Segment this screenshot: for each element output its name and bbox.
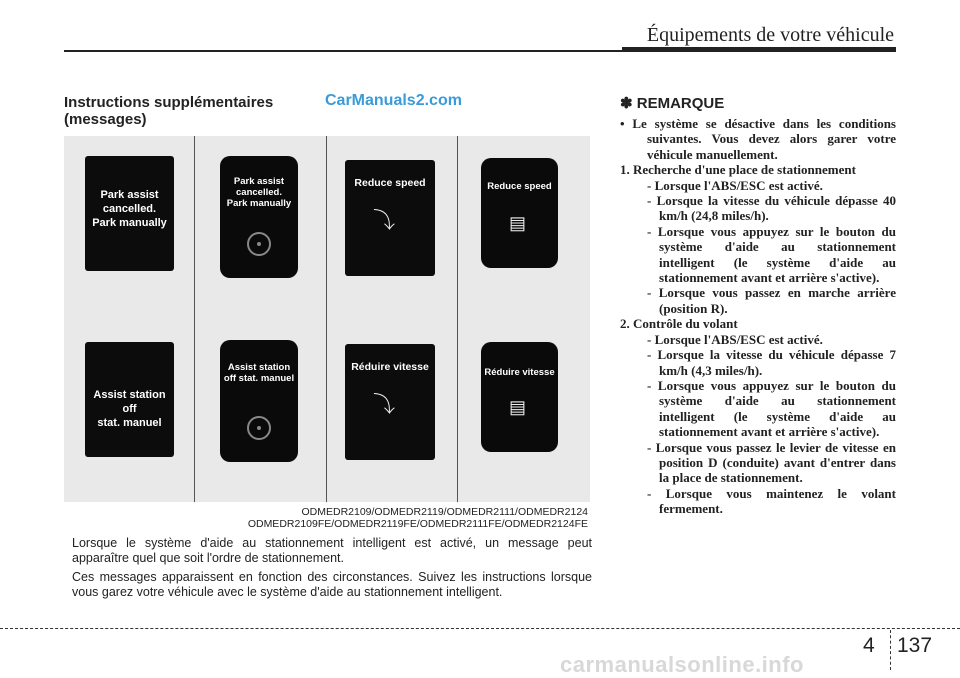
note-line: - Lorsque vous appuyez sur le bouton du système d'aide au stationnement intelligent (le système d'aide au stationnement avant et arrière s'active). (647, 223, 896, 286)
cluster-screen (345, 160, 435, 276)
cluster-screen (345, 344, 435, 460)
note-line: - Lorsque vous passez le levier de vitesse en position D (conduite) avant d'entrer dans la place de stationnement. (647, 439, 896, 486)
section-title (64, 94, 304, 128)
section-title-line2: (messages) (64, 111, 147, 128)
note-body (620, 116, 896, 517)
figure-divider (457, 136, 458, 502)
chapter-header-title: Équipements de votre véhicule (646, 24, 894, 46)
body-paragraph: Lorsque le système d'aide au stationnement intelligent est activé, un message peut apparaître quel que soit l'ordre de stationnement. (72, 536, 592, 565)
image-code-line: ODMEDR2109/ODMEDR2119/ODMEDR2111/ODMEDR2124 (301, 506, 588, 518)
watermark-bottom: carmanualsonline.info (560, 652, 804, 677)
screen-message: Assist station off stat. manuel (223, 362, 295, 384)
note-line: 2. Contrôle du volant (620, 316, 738, 332)
note-line: - Lorsque vous appuyez sur le bouton du système d'aide au stationnement intelligent (le système d'aide au stationnement avant et arrière s'active). (647, 377, 896, 440)
cluster-screen (85, 342, 174, 457)
cluster-screen (481, 342, 558, 452)
cluster-screen (85, 156, 174, 271)
note-line: - Lorsque l'ABS/ESC est activé. (647, 331, 823, 347)
section-title-line1: Instructions supplémentaires (64, 94, 274, 111)
note-line: - Lorsque vous passez en marche arrière (position R). (647, 285, 896, 316)
cluster-screen (220, 156, 298, 278)
note-line: • Le système se désactive dans les conditions suivantes. Vous devez alors garer votre véhicule manuellement. (620, 116, 896, 162)
brake-pedal-icon: ⤵ (373, 392, 396, 417)
pedal-icon: ▤ (509, 213, 527, 233)
body-paragraph: Ces messages apparaissent en fonction des circonstances. Suivez les instructions lorsque vous garez votre véhicule avec le système d'aide au stationnement intelligent. (72, 570, 592, 599)
header-rule-accent (622, 47, 896, 52)
page-separator (890, 630, 891, 670)
note-line: - Lorsque la vitesse du véhicule dépasse 7 km/h (4,3 miles/h). (647, 347, 896, 378)
note-title: ✽ REMARQUE (620, 95, 725, 112)
footer-rule (0, 628, 960, 629)
cluster-screen (220, 340, 298, 462)
screen-message: Réduire vitesse (484, 367, 555, 378)
screen-message: Park assist cancelled. Park manually (226, 176, 292, 209)
cluster-screen (481, 158, 558, 268)
image-code-line: ODMEDR2109FE/ODMEDR2119FE/ODMEDR2111FE/ODMEDR2124FE (247, 518, 588, 530)
note-line: - Lorsque vous maintenez le volant fermement. (647, 485, 896, 517)
watermark-top: CarManuals2.com (325, 92, 462, 109)
brake-pedal-icon: ⤵ (373, 208, 396, 233)
page-number: 137 (897, 634, 933, 657)
steering-wheel-icon (247, 232, 271, 256)
note-line: - Lorsque la vitesse du véhicule dépasse 40 km/h (24,8 miles/h). (647, 193, 896, 224)
note-line: - Lorsque l'ABS/ESC est activé. (647, 177, 823, 193)
pedal-icon: ▤ (509, 397, 527, 417)
screen-message: Assist station off stat. manuel (93, 389, 166, 429)
screen-message: Reduce speed (354, 177, 426, 189)
figure-divider (326, 136, 327, 502)
steering-wheel-icon (247, 416, 271, 440)
chapter-number: 4 (863, 634, 875, 657)
screen-message: Réduire vitesse (351, 361, 429, 373)
screen-message: Reduce speed (487, 181, 552, 192)
note-line: 1. Recherche d'une place de stationnement (620, 162, 856, 178)
figure-divider (194, 136, 195, 502)
screen-message: Park assist cancelled. Park manually (92, 189, 167, 229)
